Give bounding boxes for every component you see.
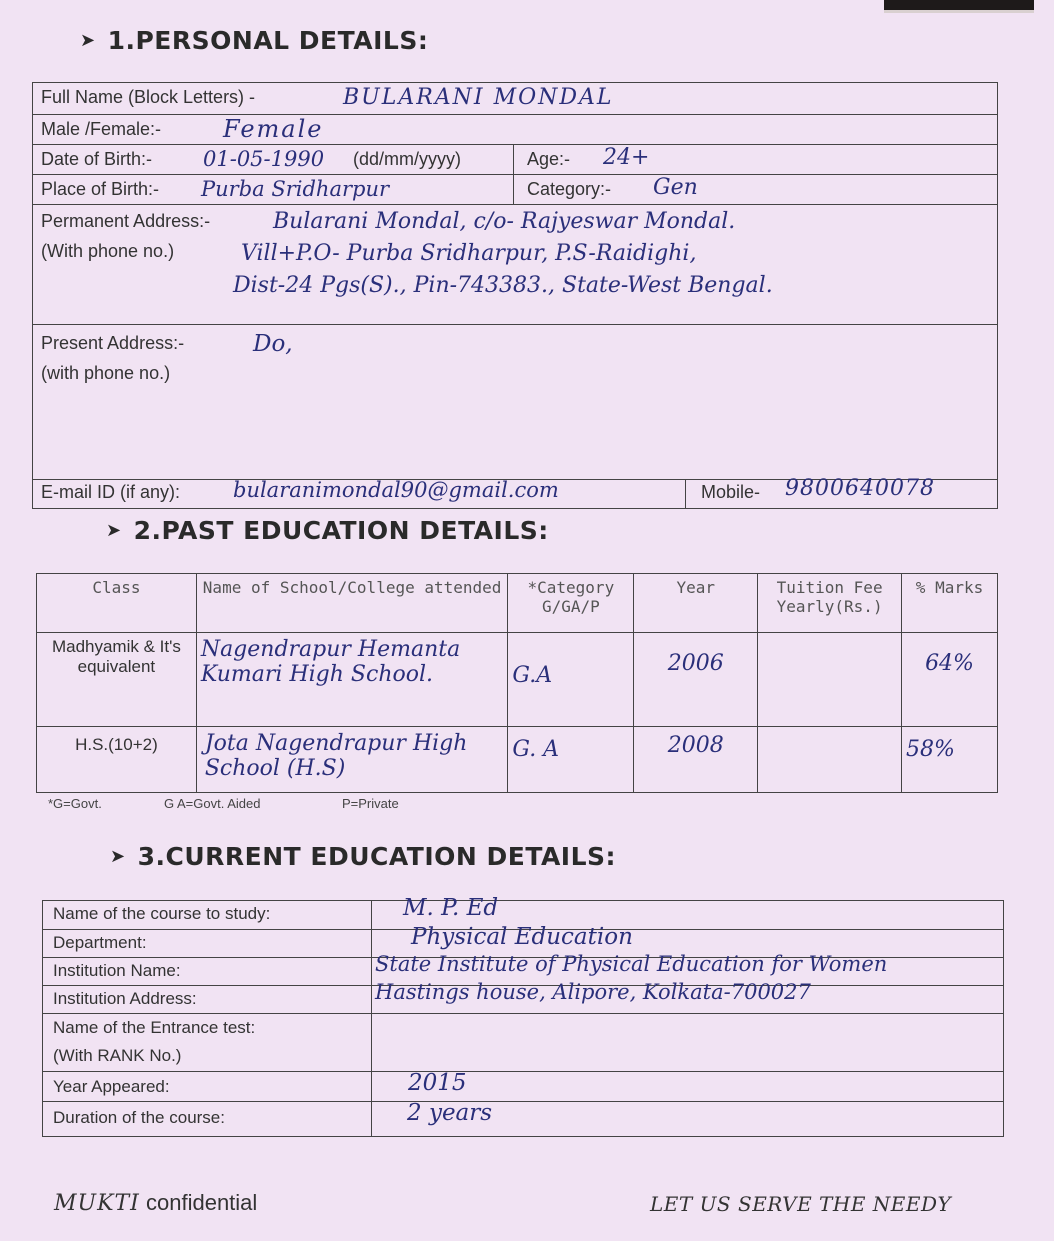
cell-year: 2006 — [634, 633, 758, 727]
section-personal-title: ➤ 1.PERSONAL DETAILS: — [80, 26, 429, 55]
year-appeared-label: Year Appeared: — [53, 1077, 170, 1096]
age-label: Age:- — [527, 149, 571, 169]
entrance-test-row — [43, 1014, 1003, 1072]
cell-year: 2008 — [634, 727, 758, 793]
divider — [513, 175, 514, 205]
personal-details-box — [32, 82, 998, 509]
mobile-value: 9800640078 — [785, 476, 935, 501]
section-past-education-title: ➤ 2.PAST EDUCATION DETAILS: — [106, 516, 549, 545]
dob-row — [33, 145, 997, 175]
category-label: Category:- — [527, 179, 612, 199]
year-appeared-value: 2015 — [408, 1070, 467, 1096]
pob-value: Purba Sridharpur — [201, 177, 390, 201]
footnote-govt: *G=Govt. — [48, 796, 102, 811]
arrow-icon: ➤ — [106, 520, 122, 541]
duration-value: 2 years — [407, 1100, 493, 1126]
current-education-box — [42, 895, 1004, 1137]
dob-value: 01-05-1990 — [203, 147, 325, 171]
header-category: *Category G/GA/P — [508, 574, 634, 633]
full-name-row — [33, 83, 997, 115]
mukti-brand: MUKTI — [54, 1191, 140, 1216]
dob-label: Date of Birth:- — [41, 149, 153, 169]
institution-name-label: Institution Name: — [53, 961, 181, 980]
cell-class: H.S.(10+2) — [37, 727, 197, 793]
department-value: Physical Education — [411, 924, 633, 950]
footer-motto: LET US SERVE THE NEEDY — [650, 1192, 952, 1216]
full-name-value: BULARANI MONDAL — [343, 85, 614, 110]
pob-row — [33, 175, 997, 205]
institution-address-value: Hastings house, Alipore, Kolkata-700027 — [375, 980, 811, 1004]
footnote-private: P=Private — [342, 796, 399, 811]
present-address-label: Present Address:- — [41, 333, 185, 353]
gender-label: Male /Female:- — [41, 119, 162, 139]
permanent-address-line-3: Dist-24 Pgs(S)., Pin-743383., State-West Bengal. — [233, 273, 773, 298]
full-name-label: Full Name (Block Letters) - — [41, 87, 256, 107]
gender-value: Female — [223, 115, 324, 143]
email-row — [33, 476, 997, 508]
institution-address-row — [43, 980, 1003, 1014]
permanent-address-line-2: Vill+P.O- Purba Sridharpur, P.S-Raidighi, — [241, 241, 697, 266]
footer-confidential — [54, 1190, 257, 1216]
present-address-row — [33, 325, 997, 480]
table-header-row — [37, 574, 998, 633]
divider — [513, 145, 514, 175]
institution-address-label: Institution Address: — [53, 989, 197, 1008]
cell-marks: 64% — [902, 633, 998, 727]
permanent-address-line-1: Bularani Mondal, c/o- Rajyeswar Mondal. — [273, 209, 736, 234]
category-value: Gen — [653, 175, 698, 200]
entrance-test-sublabel: (With RANK No.) — [53, 1046, 182, 1065]
header-tuition-fee: Tuition Fee Yearly(Rs.) — [758, 574, 902, 633]
cell-school: Nagendrapur Hemanta Kumari High School. — [196, 633, 508, 727]
department-label: Department: — [53, 933, 147, 952]
cell-category: G.A — [508, 633, 634, 727]
present-address-sublabel: (with phone no.) — [41, 363, 171, 383]
course-value: M. P. Ed — [403, 895, 499, 921]
header-school: Name of School/College attended — [196, 574, 508, 633]
cell-category: G. A — [508, 727, 634, 793]
arrow-icon: ➤ — [80, 30, 96, 51]
permanent-address-label: Permanent Address:- — [41, 211, 211, 231]
present-address-value: Do, — [253, 331, 293, 357]
past-education-table — [36, 573, 998, 793]
header-marks: % Marks — [902, 574, 998, 633]
email-label: E-mail ID (if any): — [41, 482, 181, 502]
photo-corner — [884, 0, 1034, 13]
permanent-address-row — [33, 205, 997, 325]
cell-fee — [758, 633, 902, 727]
cell-class: Madhyamik & It's equivalent — [37, 633, 197, 727]
institution-name-value: State Institute of Physical Education for Women — [375, 952, 888, 976]
table-row — [37, 727, 998, 793]
duration-label: Duration of the course: — [53, 1108, 225, 1127]
divider — [685, 480, 686, 508]
arrow-icon: ➤ — [110, 846, 126, 867]
age-value: 24+ — [603, 145, 650, 170]
mobile-label: Mobile- — [701, 482, 761, 502]
cell-school: Jota Nagendrapur High School (H.S) — [196, 727, 508, 793]
duration-row — [43, 1102, 1003, 1136]
footnote-govt-aided: G A=Govt. Aided — [164, 796, 261, 811]
dob-format: (dd/mm/yyyy) — [353, 149, 461, 169]
section-current-education-title: ➤ 3.CURRENT EDUCATION DETAILS: — [110, 842, 617, 871]
permanent-address-sublabel: (With phone no.) — [41, 241, 175, 261]
entrance-test-label: Name of the Entrance test: — [53, 1018, 256, 1037]
header-class: Class — [37, 574, 197, 633]
table-row — [37, 633, 998, 727]
email-value: bularanimondal90@gmail.com — [233, 478, 559, 502]
course-label: Name of the course to study: — [53, 904, 271, 923]
confidential-text: confidential — [146, 1190, 258, 1215]
header-year: Year — [634, 574, 758, 633]
cell-fee — [758, 727, 902, 793]
pob-label: Place of Birth:- — [41, 179, 160, 199]
year-appeared-row — [43, 1072, 1003, 1102]
gender-row — [33, 115, 997, 145]
cell-marks: 58% — [902, 727, 998, 793]
